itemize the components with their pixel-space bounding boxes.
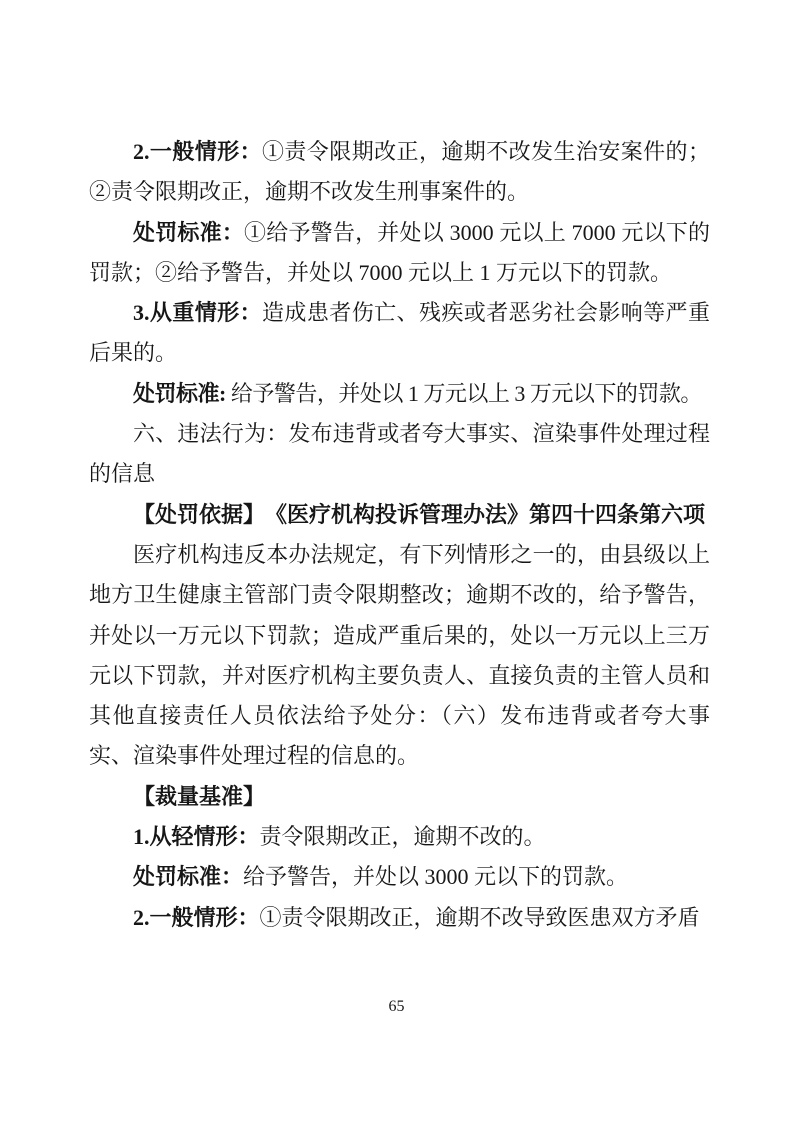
paragraph-general-cases xyxy=(89,132,710,213)
run-bold-lead: 处罚标准： xyxy=(133,864,244,890)
run-bold-lead: 2.一般情形： xyxy=(133,139,263,164)
page-number: 65 xyxy=(388,998,405,1015)
run-bold-lead: 【处罚依据】 《医疗机构投诉管理办法》第四十四条第六项 xyxy=(133,501,706,527)
run-text: ①责令限期改正，逾期不改发生治安案件的；②责令限期改正，逾期不改发生刑事案件的。 xyxy=(89,139,710,205)
run-text: 给予警告，并处以 3000 元以下的罚款。 xyxy=(243,864,629,890)
paragraph-penalty-standard-general xyxy=(89,213,710,294)
paragraph-lenient-cases xyxy=(89,817,710,857)
paragraph-general-cases-2 xyxy=(89,898,710,938)
run-text: 六、违法行为：发布违背或者夸大事实、渲染事件处理过程的信息 xyxy=(89,421,710,487)
run-bold-lead: 2.一般情形： xyxy=(133,904,260,930)
paragraph-aggravated-cases xyxy=(89,293,710,374)
run-bold-lead: 3.从重情形： xyxy=(133,300,263,326)
run-bold-lead: 处罚标准: xyxy=(133,380,226,406)
paragraph-penalty-standard-aggravated xyxy=(89,374,710,414)
run-text: 医疗机构违反本办法规定，有下列情形之一的，由县级以上地方卫生健康主管部门责令限期整改；逾期不改的，给予警告，并处以一万元以下罚款；造成严重后果的，处以一万元以上三万元以下罚款，并对医疗机构主要负责人、直接负责的主管人员和其他直接责任人员依法给予处分：（六）发布违背或者夸大事实、渲染事件处理过程的信息的。 xyxy=(89,541,710,769)
paragraph-discretion-benchmark-heading xyxy=(89,777,710,817)
paragraph-penalty-basis-heading xyxy=(89,495,710,535)
paragraph-violation-item-six xyxy=(89,414,710,495)
run-text: 造成患者伤亡、残疾或者恶劣社会影响等严重后果的。 xyxy=(89,300,710,366)
paragraph-regulation-text xyxy=(89,535,710,777)
run-bold-lead: 处罚标准： xyxy=(133,219,245,245)
paragraph-penalty-standard-lenient xyxy=(89,857,710,897)
run-bold-lead: 【裁量基准】 xyxy=(133,783,266,809)
run-text: ①责令限期改正，逾期不改导致医患双方矛盾 xyxy=(259,904,700,930)
run-text: ①给予警告，并处以 3000 元以上 7000 元以下的罚款；②给予警告，并处以 7000 元以上 1 万元以下的罚款。 xyxy=(89,219,710,285)
document-body xyxy=(89,132,710,938)
run-text: 给予警告，并处以 1 万元以上 3 万元以下的罚款。 xyxy=(225,380,702,406)
run-bold-lead: 1.从轻情形： xyxy=(133,824,260,850)
run-text: 责令限期改正，逾期不改的。 xyxy=(259,824,546,850)
